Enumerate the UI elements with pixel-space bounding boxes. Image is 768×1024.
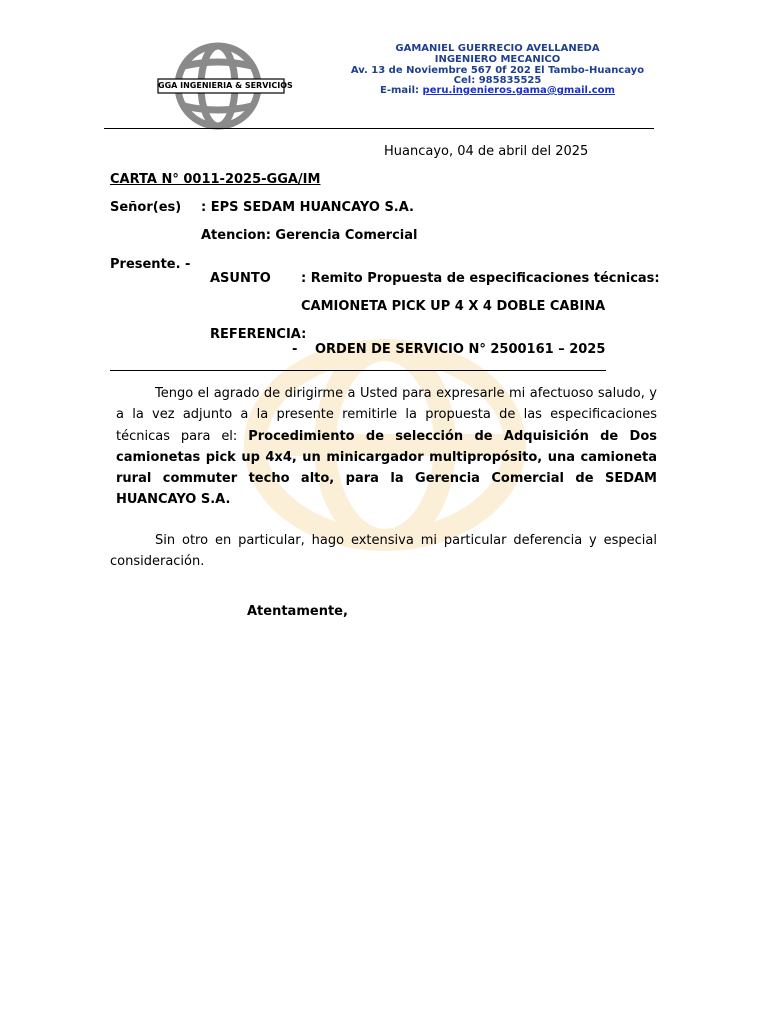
section-divider — [110, 370, 606, 371]
letterhead-address: Av. 13 de Noviembre 567 0f 202 El Tambo-Huancayo — [350, 65, 645, 76]
subject: : Remito Propuesta de especificaciones técnicas: — [301, 271, 660, 286]
body-paragraph — [116, 383, 657, 511]
letterhead-phone: Cel: 985835525 — [453, 75, 542, 86]
email-link[interactable]: peru.ingenieros.gama@gmail.com — [422, 85, 615, 96]
subject-label: ASUNTO — [210, 271, 271, 286]
letter-number: CARTA N° 0011-2025-GGA/IM — [110, 172, 321, 187]
reference-dash: - — [292, 342, 298, 357]
recipient: : EPS SEDAM HUANCAYO S.A. — [201, 200, 414, 215]
letterhead-profession: INGENIERO MECANICO — [434, 54, 561, 65]
email-label: E-mail: — [380, 85, 423, 96]
signoff: Atentamente, — [247, 604, 348, 619]
logo-text: GGA INGENIERIA & SERVICIOS — [158, 81, 293, 90]
subject-item: CAMIONETA PICK UP 4 X 4 DOBLE CABINA — [301, 299, 606, 314]
reference: ORDEN DE SERVICIO N° 2500161 – 2025 — [315, 342, 606, 357]
reference-label: REFERENCIA: — [210, 327, 307, 342]
date-line: Huancayo, 04 de abril del 2025 — [384, 144, 589, 159]
letterhead-email-line — [340, 85, 655, 96]
company-logo — [148, 40, 293, 132]
letterhead-name: GAMANIEL GUERRECIO AVELLANEDA — [395, 43, 600, 54]
body-intro: Tengo el agrado de dirigirme a Usted para expresarle mi afectuoso saludo, y a la vez adjunto a la presente remitirle la propuesta de las especificaciones técnicas para el: — [116, 386, 657, 444]
closing-paragraph: Sin otro en particular, hago extensiva mi particular deferencia y especial consideración. — [110, 533, 657, 570]
body-procedure: Procedimiento de selección de Adquisición de Dos camionetas pick up 4x4, un minicargador multipropósito, una camioneta rural commuter techo alto, para la Gerencia Comercial de SEDAM HUANCAYO S.A. — [116, 428, 657, 508]
attention-line: Atencion: Gerencia Comercial — [201, 228, 418, 243]
header-divider — [104, 128, 654, 129]
recipient-label: Señor(es) — [110, 200, 182, 215]
presente-line: Presente. - — [110, 257, 191, 272]
